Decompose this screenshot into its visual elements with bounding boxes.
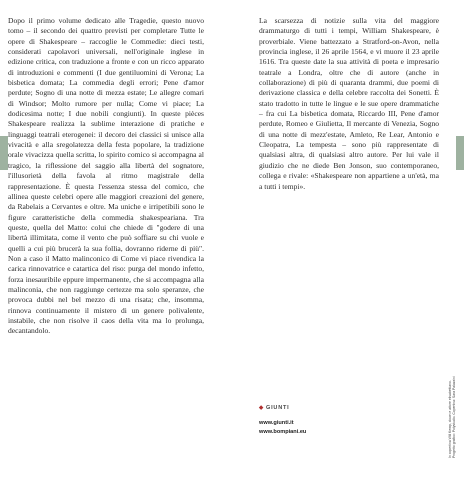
synopsis-paragraph: Dopo il primo volume dedicato alle Tragedie, questo nuovo tomo – il secondo dei quattro previsti per completare Tutte le opere di Shakespeare – raccoglie le Commedie: dieci testi, considerati capolavori universali, nell'originale inglese in edizione critica, con traduzione a fronte e con un ricco apparato di introduzioni e commenti (I due gentiluomini di Verona; La bisbetica domata; La commedia degli errori; Pene d'amor perdute; Sogno di una notte di mezza estate; Le allegre comari di Windsor; Molto rumore per nulla; Come vi piace; La dodicesima notte; I due nobili congiunti). In queste pièces Shakespeare realizza la sublime interazione di pratiche e linguaggi teatrali eterogenei: il decoro dei classici si unisce alla vivacità e alla sregolatezza della festa popolare, la tradizione orale vivacizza quella scritta, lo spirito comico si accompagna al tragico, la riflessione del saggio alla libertà del sognatore, l'illusorietà della favola al ritmo magistrale della rappresentazione. È questa l'essenza stessa del comico, che allinea queste celebri opere alle maggiori creazioni del genere, da Rabelais a Cervantes e oltre. Ma uniche e irripetibili sono le figure caratteristiche della commedia shakespeariana. Tra queste, quella del Matto: colui che chiede di "godere di una libertà illimitata, come il vento che può soffiare su chi vuole e quelli a cui più brucerà la sua follia, dovranno riderne di più". Non a caso il Matto malinconico di Come vi piace rivendica la carica rinnovatrice e catartica del riso: purga del mondo infetto, forza inesauribile eppure impermanente, che si accompagna alla malinconia, che non raggiunge certezze ma solo speranze, che provoca dubbi nel bel mezzo di una risata; che, insomma, rinnova continuamente il mistero di un genere polivalente, instabile, che non risolve il caos della vita ma lo prolunga, decantandolo.	[8, 16, 204, 336]
cover-credit-line: In copertina Will Kemp, clown e attore elisabettiano.	[448, 380, 452, 458]
page-edge-marker-left	[0, 136, 8, 170]
synopsis-column	[8, 16, 204, 337]
publisher-url-bompiani[interactable]: www.bompiani.eu	[259, 429, 307, 435]
giunti-logo-icon: ◆	[259, 405, 265, 411]
publisher-logo	[259, 405, 306, 411]
cover-credits	[448, 358, 457, 458]
author-bio-paragraph: La scarsezza di notizie sulla vita del maggiore drammaturgo di tutti i tempi, William Shakespeare, è proverbiale. Viene battezzato a Stratford-on-Avon, nella provincia inglese, il 26 aprile 1564, e vi muore il 23 aprile 1616. Tra queste date la sua attività di poeta e impresario teatrale a Londra, oltre che di autore (anche in collaborazione) di più di quaranta drammi, due poemi di derivazione classica e della celebre raccolta dei Sonetti. È stato tradotto in tutte le lingue e le sue opere drammatiche – fra cui La bisbetica domata, Riccardo III, Pene d'amor perdute, Romeo e Giulietta, Il mercante di Venezia, Sogno di una notte di mezz'estate, Amleto, Re Lear, Antonio e Cleopatra, La tempesta – sono più rappresentate di qualsiasi altra, di qualsiasi altro autore. Per lui vale il giudizio che ne diede Ben Jonson, suo contemporaneo, collega e rivale: «Shakespeare non appartiene a un'età, ma a tutti i tempi».	[259, 16, 439, 191]
design-credit-line: Progetto grafico: Polystudio. Copertina: Sara Palazzini	[452, 376, 457, 458]
publisher-url-giunti[interactable]: www.giunti.it	[259, 420, 294, 426]
publisher-block	[259, 405, 306, 437]
author-bio-column	[259, 16, 439, 192]
page-edge-marker-right	[456, 136, 464, 170]
publisher-logo-text: GIUNTI	[266, 405, 290, 411]
